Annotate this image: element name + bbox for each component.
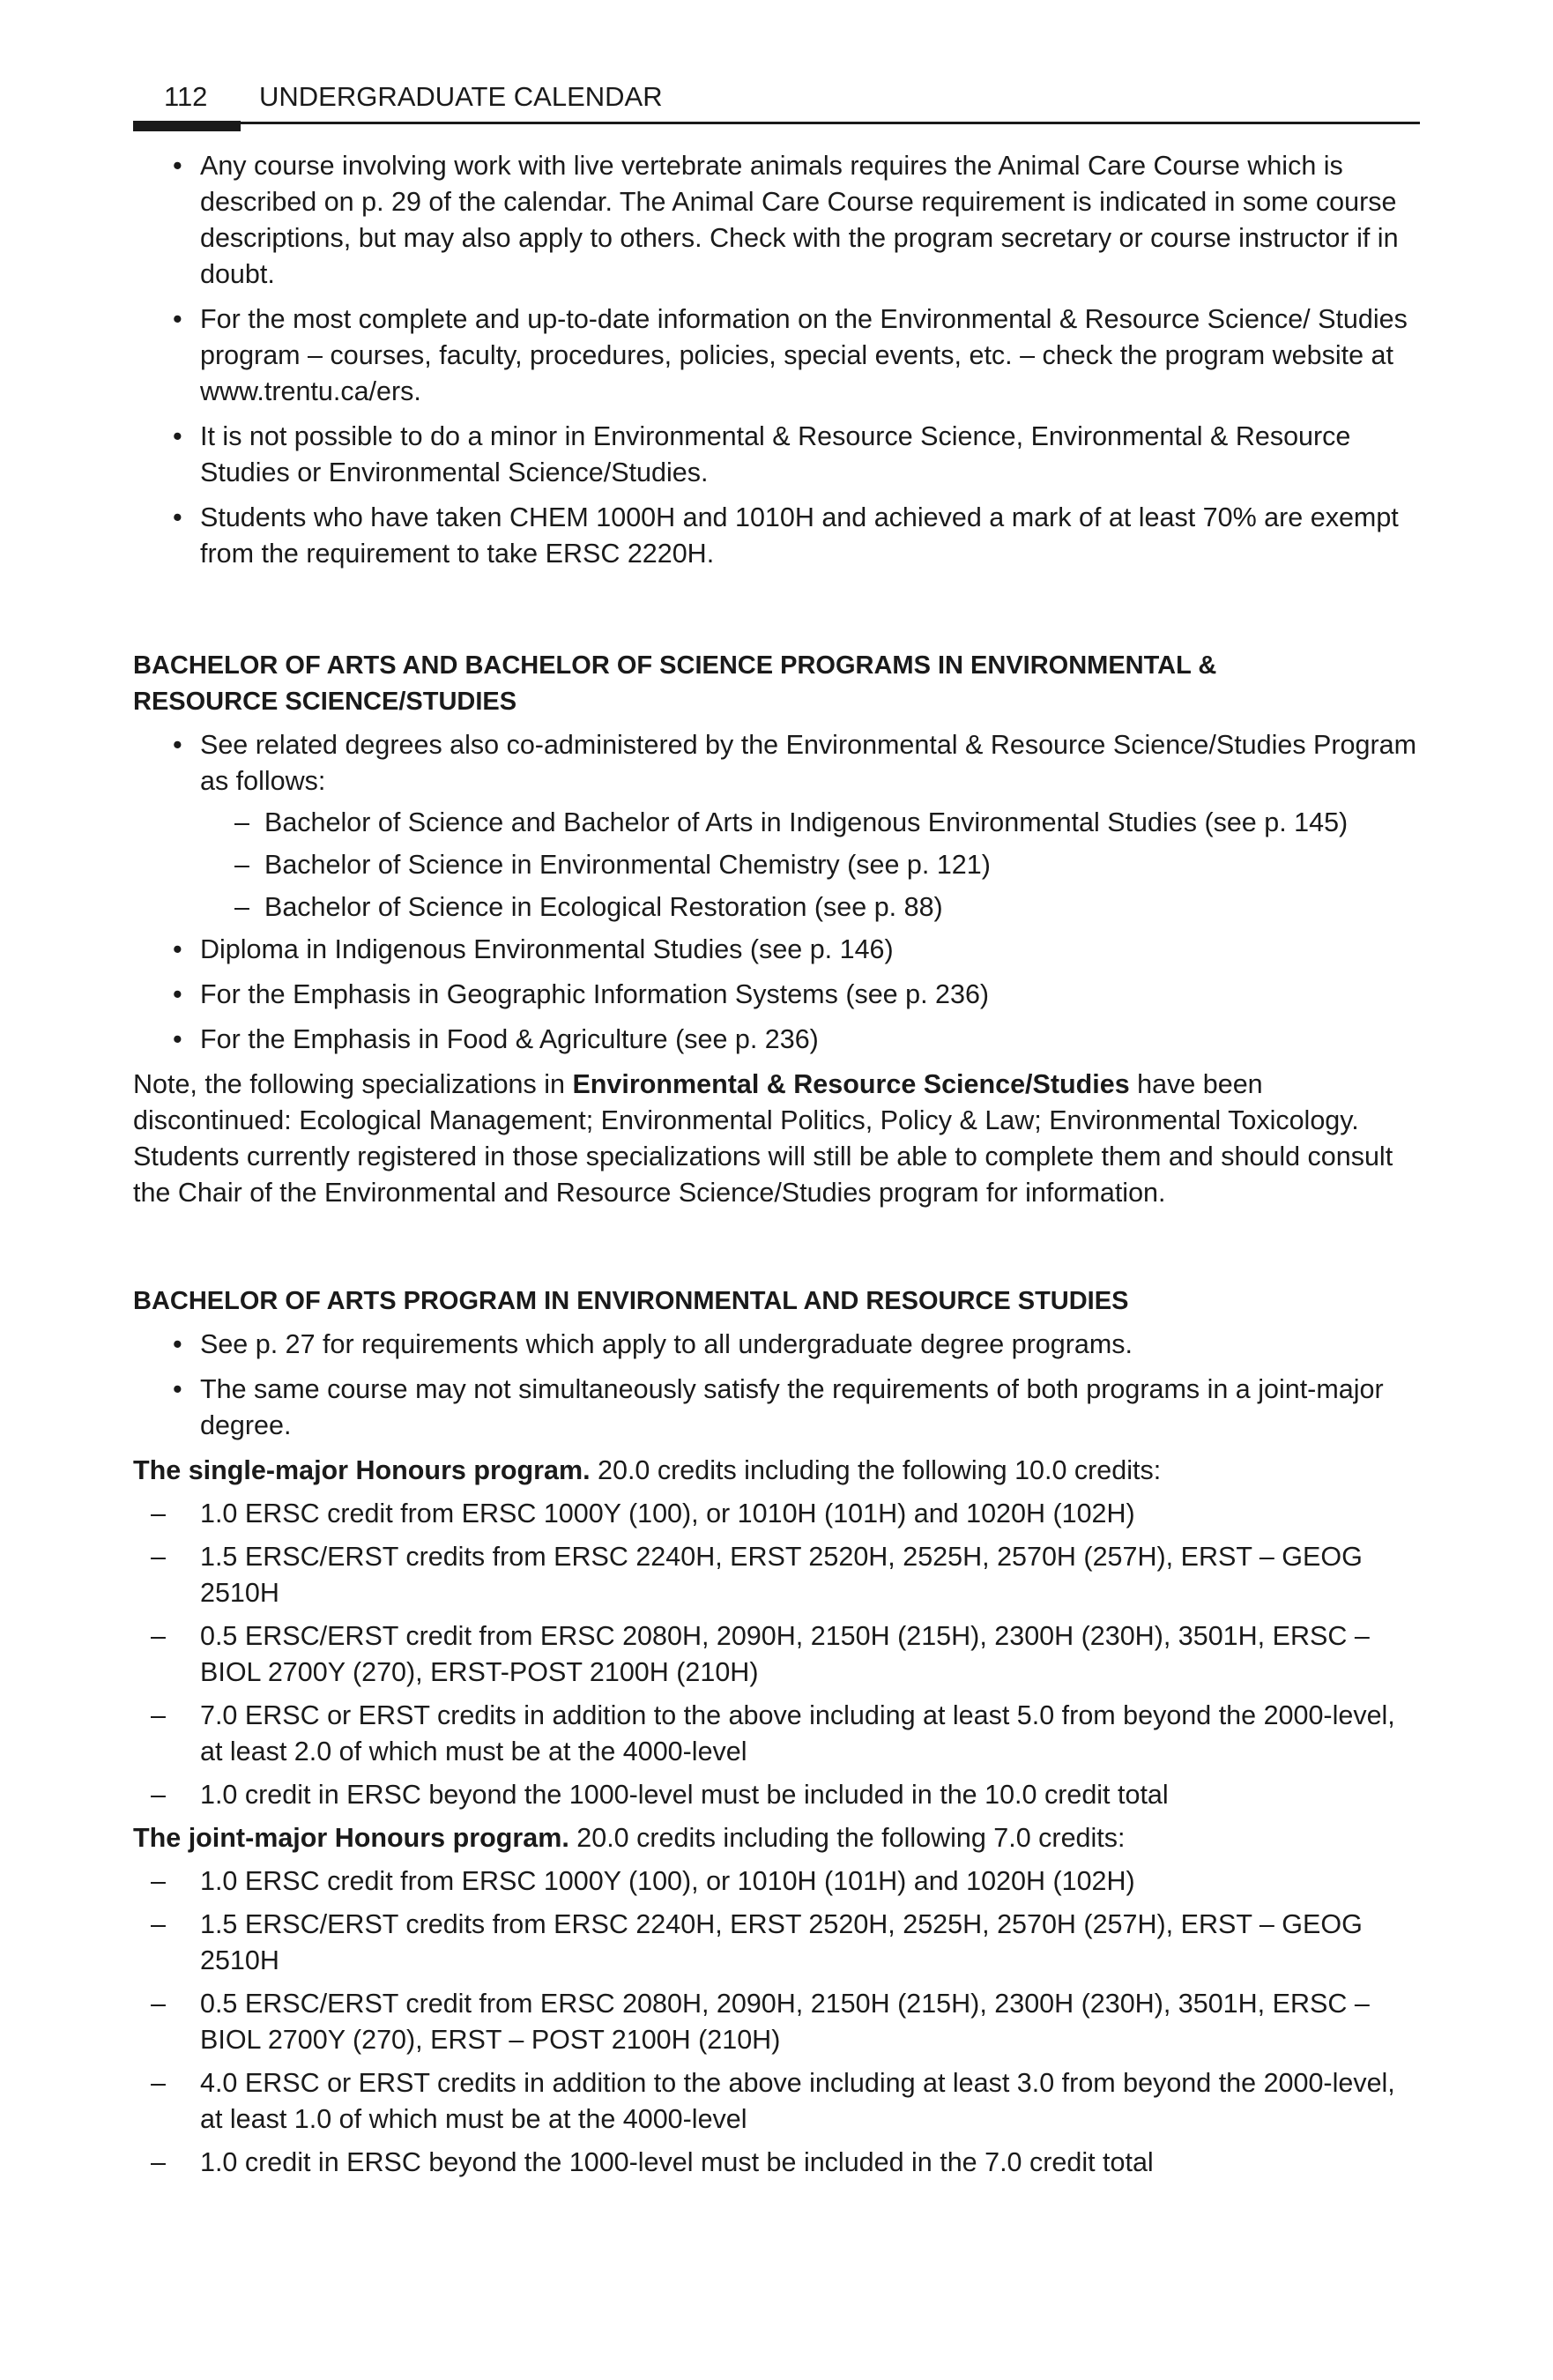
sub-list-item: – Bachelor of Science and Bachelor of Arts in Indigenous Environmental Studies (see p. 145) xyxy=(234,807,1349,837)
list-item: • For the Emphasis in Food & Agriculture (see p. 236) xyxy=(173,1024,819,1054)
list-item: • The same course may not simultaneously satisfy the requirements of both programs in a joint-major degree. xyxy=(173,1374,1384,1440)
requirement-item: – 1.0 ERSC credit from ERSC 1000Y (100), or 1010H (101H) and 1020H (102H) xyxy=(151,1866,1135,1896)
requirement-item: – 0.5 ERSC/ERST credit from ERSC 2080H, 2090H, 2150H (215H), 2300H (230H), 3501H, ERSC – BIOL 2700Y (270), ERST – POST 2100H (210H) xyxy=(151,1989,1370,2055)
page-number: 112 xyxy=(164,81,208,112)
sub-list-item: – Bachelor of Science in Ecological Restoration (see p. 88) xyxy=(234,892,943,922)
discontinued-note: Note, the following specializations in Environmental & Resource Science/Studies have been discontinued: Ecological Management; Environmental Politics, Policy & Law; Environmental Toxicology. Students currently registered in those specializations will still be able to complete them and should consult the Chair of the Environmental and Resource Science/Studies program for information. xyxy=(133,1069,1393,1208)
requirement-item: – 0.5 ERSC/ERST credit from ERSC 2080H, 2090H, 2150H (215H), 2300H (230H), 3501H, ERSC – BIOL 2700Y (270), ERST-POST 2100H (210H) xyxy=(151,1621,1370,1687)
list-item: • Students who have taken CHEM 1000H and 1010H and achieved a mark of at least 70% are exempt from the requirement to take ERSC 2220H. xyxy=(173,502,1399,569)
list-item: • For the most complete and up-to-date information on the Environmental & Resource Science/ Studies program – courses, faculty, procedures, policies, special events, etc. – check the program website at www.trentu.ca/ers. xyxy=(173,304,1408,406)
header-title: UNDERGRADUATE CALENDAR xyxy=(259,81,663,112)
requirement-item: – 1.0 credit in ERSC beyond the 1000-level must be included in the 10.0 credit total xyxy=(151,1780,1169,1810)
requirement-item: – 7.0 ERSC or ERST credits in addition to the above including at least 5.0 from beyond the 2000-level, at least 2.0 of which must be at the 4000-level xyxy=(151,1700,1395,1766)
running-header xyxy=(133,81,1420,120)
list-item: • It is not possible to do a minor in Environmental & Resource Science, Environmental & Resource Studies or Environmental Science/Studies. xyxy=(173,421,1351,487)
sub-list-item: – Bachelor of Science in Environmental Chemistry (see p. 121) xyxy=(234,850,991,880)
calendar-page xyxy=(133,81,1420,2188)
list-item: • Diploma in Indigenous Environmental Studies (see p. 146) xyxy=(173,934,894,964)
list-item: • See related degrees also co-administered by the Environmental & Resource Science/Studies Program as follows: xyxy=(173,730,1417,796)
header-rule xyxy=(133,120,1420,130)
requirement-item: – 1.0 credit in ERSC beyond the 1000-level must be included in the 7.0 credit total xyxy=(151,2147,1154,2177)
requirement-item: – 4.0 ERSC or ERST credits in addition to the above including at least 3.0 from beyond the 2000-level, at least 1.0 of which must be at the 4000-level xyxy=(151,2068,1395,2134)
section-heading: BACHELOR OF ARTS PROGRAM IN ENVIRONMENTAL AND RESOURCE STUDIES xyxy=(133,1287,1129,1315)
single-major-intro: The single-major Honours program. 20.0 credits including the following 10.0 credits: xyxy=(133,1455,1162,1485)
section-heading: BACHELOR OF ARTS AND BACHELOR OF SCIENCE PROGRAMS IN ENVIRONMENTAL & RESOURCE SCIENCE/STUDIES xyxy=(133,651,1217,716)
requirement-item: – 1.5 ERSC/ERST credits from ERSC 2240H, ERST 2520H, 2525H, 2570H (257H), ERST – GEOG 2510H xyxy=(151,1909,1363,1975)
requirement-item: – 1.5 ERSC/ERST credits from ERSC 2240H, ERST 2520H, 2525H, 2570H (257H), ERST – GEOG 2510H xyxy=(151,1542,1363,1608)
joint-major-intro: The joint-major Honours program. 20.0 credits including the following 7.0 credits: xyxy=(133,1823,1126,1853)
list-item: • For the Emphasis in Geographic Information Systems (see p. 236) xyxy=(173,979,990,1009)
requirement-item: – 1.0 ERSC credit from ERSC 1000Y (100), or 1010H (101H) and 1020H (102H) xyxy=(151,1499,1135,1528)
list-item: • See p. 27 for requirements which apply to all undergraduate degree programs. xyxy=(173,1329,1133,1359)
list-item: • Any course involving work with live vertebrate animals requires the Animal Care Course which is described on p. 29 of the calendar. The Animal Care Course requirement is indicated in some course descriptions, but may also apply to others. Check with the program secretary or course instructor if in doubt. xyxy=(173,151,1399,289)
page-content xyxy=(133,148,1420,2181)
